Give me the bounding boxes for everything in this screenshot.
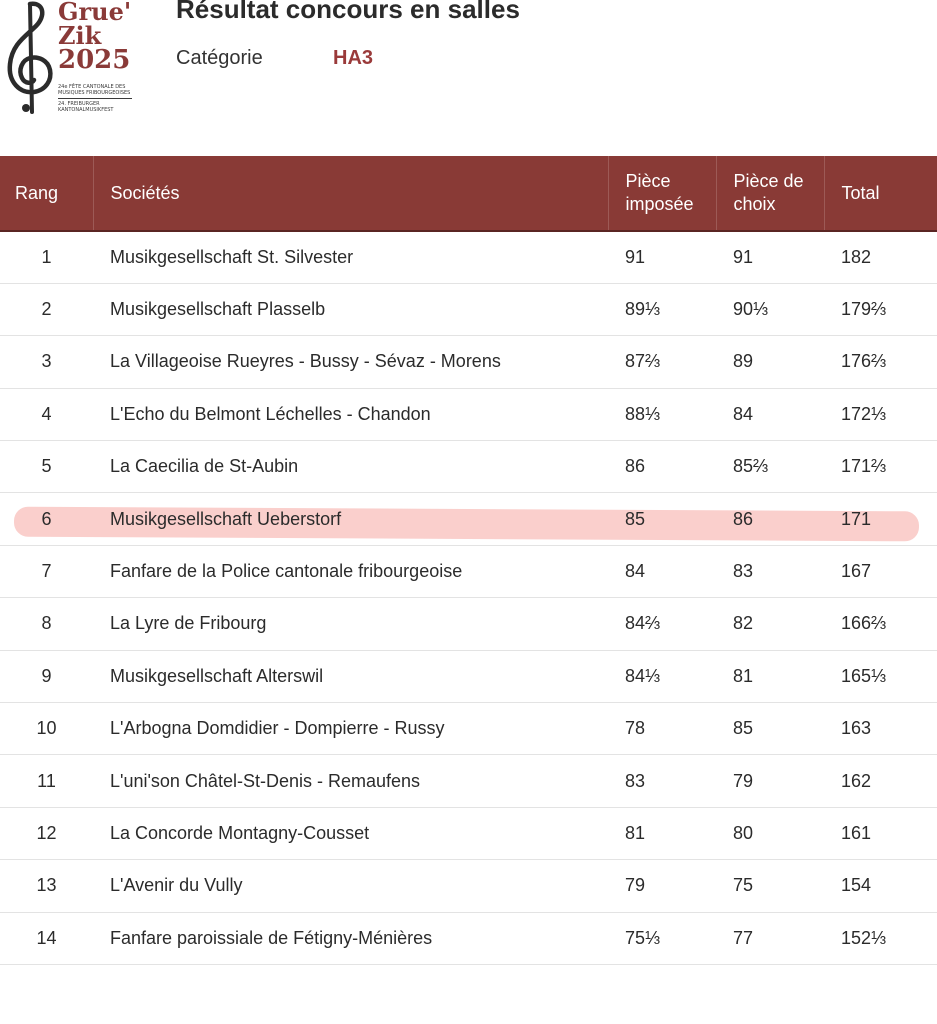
table-row[interactable]: [0, 388, 937, 440]
society-cell: Musikgesellschaft Alterswil: [110, 665, 324, 686]
table-row[interactable]: [0, 283, 937, 335]
total-cell: 167: [841, 561, 872, 582]
society-cell: L'uni'son Châtel-St-Denis - Remaufens: [110, 770, 421, 791]
page-header: [0, 0, 937, 150]
table-row[interactable]: [0, 231, 937, 283]
imposed-score-cell: 87⅔: [625, 351, 661, 372]
rank-cell: 7: [41, 561, 52, 582]
table-row[interactable]: [0, 860, 937, 912]
table-row[interactable]: [0, 755, 937, 807]
festival-logo: [0, 0, 140, 120]
choice-score-cell: 81: [733, 665, 754, 686]
table-header: [0, 156, 937, 231]
rank-cell: 11: [37, 770, 56, 791]
society-cell: L'Arbogna Domdidier - Dompierre - Russy: [110, 718, 445, 739]
society-cell: La Villageoise Rueyres - Bussy - Sévaz - Morens: [110, 351, 501, 372]
rank-cell: 4: [41, 403, 52, 424]
table-row[interactable]: [0, 441, 937, 493]
table-row[interactable]: [0, 493, 937, 545]
table-row[interactable]: [0, 650, 937, 702]
rank-cell: 3: [41, 351, 52, 372]
rank-cell: 14: [36, 927, 57, 948]
choice-score-cell: 86: [733, 508, 754, 529]
choice-score-cell: 89: [733, 351, 754, 372]
imposed-score-cell: 83: [625, 770, 646, 791]
imposed-score-cell: 84: [625, 561, 646, 582]
table-row[interactable]: [0, 807, 937, 859]
logo-divider: [58, 98, 132, 99]
table-row[interactable]: [0, 598, 937, 650]
column-header-choice-piece[interactable]: Pièce de choix: [716, 156, 824, 231]
society-cell: Fanfare de la Police cantonale fribourgeoise: [110, 561, 463, 582]
total-cell: 171: [841, 508, 872, 529]
total-cell: 161: [841, 822, 872, 843]
imposed-score-cell: 89⅓: [625, 299, 661, 320]
rank-cell: 8: [41, 613, 52, 634]
table-body: [0, 231, 937, 964]
imposed-score-cell: 81: [625, 822, 646, 843]
rank-cell: 1: [41, 246, 52, 267]
total-cell: 172⅓: [841, 403, 887, 424]
column-header-imposed-piece[interactable]: Pièce imposée: [608, 156, 716, 231]
total-cell: 165⅓: [841, 665, 887, 686]
table-row[interactable]: [0, 912, 937, 964]
imposed-score-cell: 88⅓: [625, 403, 661, 424]
society-cell: Fanfare paroissiale de Fétigny-Ménières: [110, 927, 433, 948]
rank-cell: 5: [41, 456, 52, 477]
rank-cell: 6: [41, 508, 52, 529]
logo-wordmark: Grue' Zik 2025: [58, 0, 132, 75]
logo-subtitle-fr: 24e FÊTE CANTONALE DES MUSIQUES FRIBOURGEOISES: [58, 84, 131, 96]
society-cell: L'Echo du Belmont Léchelles - Chandon: [110, 403, 431, 424]
society-cell: L'Avenir du Vully: [110, 875, 243, 896]
header-row: [0, 156, 937, 231]
category-label: Catégorie: [176, 47, 263, 69]
rank-cell: 2: [41, 299, 52, 320]
society-cell: Musikgesellschaft St. Silvester: [110, 246, 354, 267]
rank-cell: 9: [41, 665, 52, 686]
society-cell: La Caecilia de St-Aubin: [110, 456, 299, 477]
choice-score-cell: 91: [733, 246, 754, 267]
total-cell: 176⅔: [841, 351, 887, 372]
treble-clef-icon: [0, 0, 60, 118]
choice-score-cell: 79: [733, 770, 754, 791]
imposed-score-cell: 91: [625, 246, 646, 267]
total-cell: 163: [841, 718, 872, 739]
total-cell: 154: [841, 875, 872, 896]
total-cell: 171⅔: [841, 456, 887, 477]
rank-cell: 13: [36, 875, 57, 896]
choice-score-cell: 82: [733, 613, 754, 634]
choice-score-cell: 75: [733, 875, 754, 896]
total-cell: 162: [841, 770, 872, 791]
imposed-score-cell: 85: [625, 508, 646, 529]
column-header-societies[interactable]: Sociétés: [93, 156, 608, 231]
table-row[interactable]: [0, 545, 937, 597]
column-header-rank[interactable]: Rang: [0, 156, 93, 231]
imposed-score-cell: 84⅓: [625, 665, 661, 686]
imposed-score-cell: 86: [625, 456, 646, 477]
choice-score-cell: 77: [733, 927, 754, 948]
rank-cell: 12: [36, 822, 57, 843]
choice-score-cell: 85⅔: [733, 456, 769, 477]
choice-score-cell: 90⅓: [733, 299, 769, 320]
column-header-total[interactable]: Total: [841, 182, 880, 203]
rank-cell: 10: [36, 718, 57, 739]
results-table: [0, 156, 937, 965]
choice-score-cell: 85: [733, 718, 754, 739]
total-cell: 152⅓: [841, 927, 887, 948]
page-title: Résultat concours en salles: [176, 0, 520, 24]
total-cell: 166⅔: [841, 613, 887, 634]
society-cell: Musikgesellschaft Ueberstorf: [110, 508, 342, 529]
society-cell: La Concorde Montagny-Cousset: [110, 822, 370, 843]
table-row[interactable]: [0, 703, 937, 755]
imposed-score-cell: 75⅓: [625, 927, 661, 948]
total-cell: 179⅔: [841, 299, 887, 320]
choice-score-cell: 84: [733, 403, 754, 424]
society-cell: Musikgesellschaft Plasselb: [110, 299, 326, 320]
total-cell: 182: [841, 246, 872, 267]
choice-score-cell: 80: [733, 822, 754, 843]
imposed-score-cell: 84⅔: [625, 613, 661, 634]
category-value: HA3: [333, 47, 374, 69]
table-row[interactable]: [0, 336, 937, 388]
choice-score-cell: 83: [733, 561, 754, 582]
society-cell: La Lyre de Fribourg: [110, 613, 267, 634]
imposed-score-cell: 78: [625, 718, 646, 739]
logo-subtitle-de: 24. FREIBURGER KANTONALMUSIKFEST: [58, 101, 114, 113]
imposed-score-cell: 79: [625, 875, 646, 896]
